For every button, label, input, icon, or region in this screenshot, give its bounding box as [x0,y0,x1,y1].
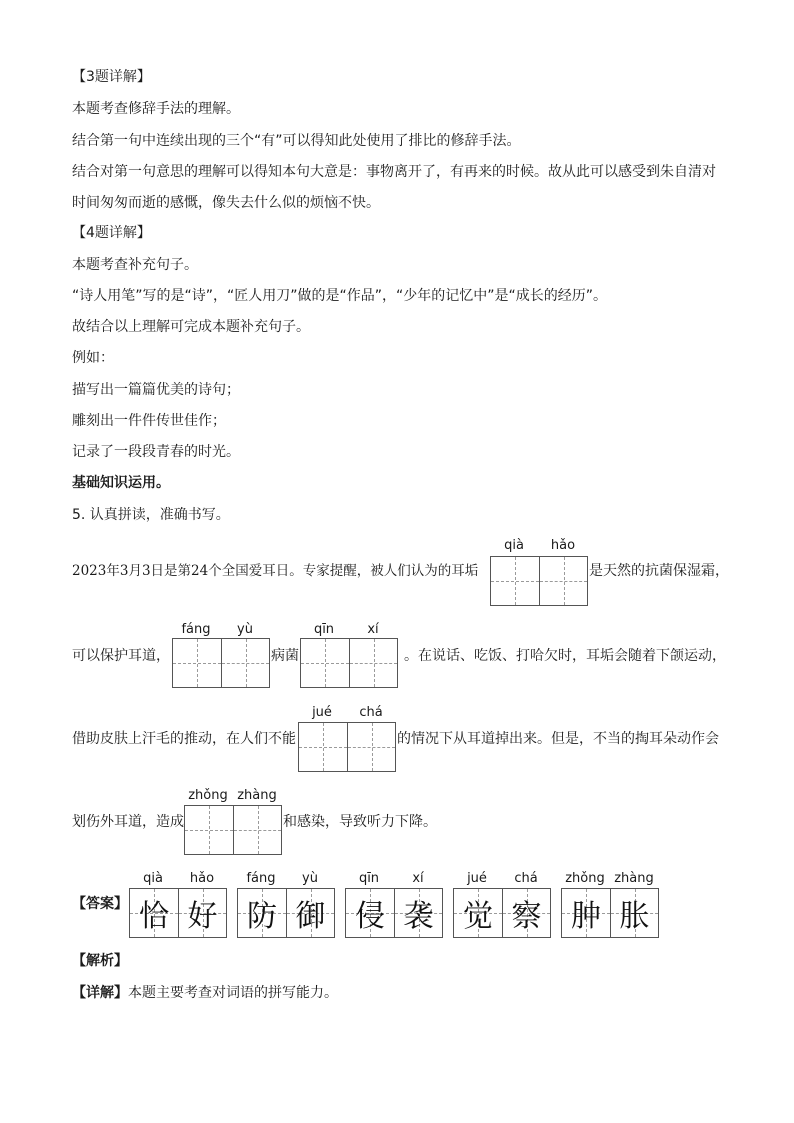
q5-para-3b: 的情况下从耳道掉出来。但是，不当的掏耳朵动作会 [397,731,719,747]
q5-title: 5. 认真拼读，准确书写。 [72,507,230,523]
answer-cell [610,889,658,937]
q4-line-6: 雕刻出一件件传世佳作； [72,413,226,429]
answer-char: 防 [247,899,277,934]
detail-text: 本题主要考查对词语的拼写能力。 [128,985,338,1001]
answer-cell [130,889,178,937]
answer-pinyin-fang: fáng [246,871,276,886]
answer-grid-juecha [453,888,551,938]
q4-line-5: 描写出一篇篇优美的诗句； [72,382,240,398]
q3-line-2: 结合第一句中连续出现的三个“有”可以得知此处使用了排比的修辞手法。 [72,133,521,149]
answer-pinyin-xi: xí [412,871,424,886]
pinyin-zhong: zhǒng [188,788,228,803]
pinyin-qia: qià [504,538,524,553]
writing-cell[interactable] [491,557,539,605]
answer-pinyin-qia: qià [143,871,163,886]
writing-grid-juecha[interactable] [298,722,396,772]
writing-cell[interactable] [299,723,347,771]
q5-para-2a: 可以保护耳道， [72,648,170,664]
answer-char: 御 [295,899,326,934]
pinyin-hao: hǎo [550,538,576,553]
q3-line-3: 结合对第一句意思的理解可以得知本句大意是：事物离开了，有再来的时候。故从此可以感受到朱自清对 [72,164,716,180]
answer-pinyin-qin: qīn [358,871,380,886]
answer-grid-zhongzhang [561,888,659,938]
answer-char: 察 [511,899,542,934]
answer-char: 觉 [463,899,493,934]
answer-pinyin-yu: yù [302,871,318,886]
answer-char: 侵 [355,899,385,934]
q4-line-4: 例如： [72,350,114,366]
writing-cell[interactable] [347,723,395,771]
answer-label: 【答案】 [72,896,128,912]
writing-grid-fangyu[interactable] [172,638,270,688]
answer-char: 好 [187,899,218,934]
q3-line-1: 本题考查修辞手法的理解。 [72,101,240,117]
answer-pinyin-hao: hǎo [189,871,215,886]
analysis-label: 【解析】 [72,953,128,969]
writing-cell[interactable] [173,639,221,687]
pinyin-zhang: zhàng [237,788,277,803]
writing-cell[interactable] [301,639,349,687]
answer-grid-fangyu [237,888,335,938]
writing-cell[interactable] [221,639,269,687]
answer-grid-qinxi [345,888,443,938]
answer-cell [502,889,550,937]
answer-char: 肿 [571,899,601,934]
q4-line-1: 本题考查补充句子。 [72,257,198,273]
answer-pinyin-jue: jué [467,871,487,886]
section-title: 基础知识运用。 [72,475,170,491]
q4-line-2: “诗人用笔”写的是“诗”，“匠人用刀”做的是“作品”，“少年的记忆中”是“成长的经历”。 [72,288,608,304]
writing-grid-qinxi[interactable] [300,638,398,688]
writing-cell[interactable] [233,806,281,854]
pinyin-qin: qīn [313,622,335,637]
answer-cell [346,889,394,937]
answer-char: 袭 [403,899,434,934]
pinyin-fang: fáng [181,622,211,637]
answer-pinyin-zhong: zhǒng [565,871,605,886]
q5-para-4a: 划伤外耳道，造成 [72,814,184,830]
q4-line-7: 记录了一段段青春的时光。 [72,444,240,460]
q5-para-2c: 。在说话、吃饭、打哈欠时，耳垢会随着下颌运动， [404,648,726,664]
answer-cell [178,889,226,937]
writing-grid-zhongzhang[interactable] [184,805,282,855]
q5-para-3a: 借助皮肤上汗毛的推动，在人们不能 [72,731,296,747]
q3-header: 【3题详解】 [72,69,151,85]
answer-pinyin-cha: chá [514,871,538,886]
answer-char: 恰 [139,899,169,934]
pinyin-xi: xí [367,622,379,637]
q5-para-4b: 和感染，导致听力下降。 [283,814,437,830]
answer-cell [454,889,502,937]
answer-cell [562,889,610,937]
q3-line-4: 时间匆匆而逝的感慨，像失去什么似的烦恼不快。 [72,195,380,211]
answer-char: 胀 [619,899,650,934]
writing-cell[interactable] [185,806,233,854]
detail-label: 【详解】 [72,985,128,1001]
q5-para-1b: 是天然的抗菌保湿霜， [589,563,729,579]
analysis-detail [72,983,338,1003]
q5-para-2b: 病菌 [271,648,299,664]
answer-grid-qiahao [129,888,227,938]
pinyin-jue: jué [312,705,332,720]
answer-pinyin-zhang: zhàng [614,871,654,886]
answer-cell [238,889,286,937]
pinyin-cha: chá [359,705,383,720]
q4-header: 【4题详解】 [72,225,151,241]
answer-cell [286,889,334,937]
writing-grid-qiahao[interactable] [490,556,588,606]
pinyin-yu: yù [237,622,253,637]
answer-cell [394,889,442,937]
q5-para-1a: 2023年3月3日是第24个全国爱耳日。专家提醒，被人们认为的耳垢 [72,563,479,579]
writing-cell[interactable] [349,639,397,687]
writing-cell[interactable] [539,557,587,605]
q4-line-3: 故结合以上理解可完成本题补充句子。 [72,319,310,335]
